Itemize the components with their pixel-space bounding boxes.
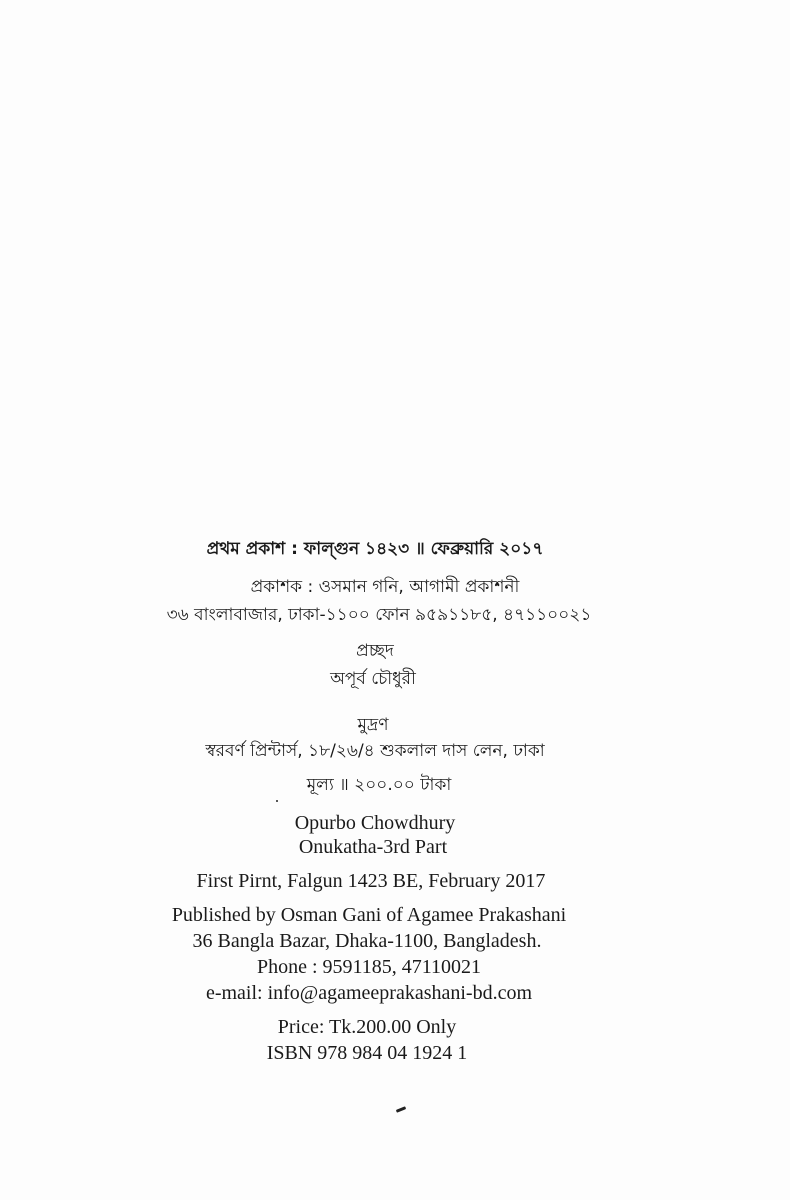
- email-line: e-mail: info@agameeprakashani-bd.com: [205, 982, 533, 1004]
- cover-heading: প্রচ্ছদ: [356, 641, 394, 661]
- price-bengali-line: মূল্য ॥ ২০০.০০ টাকা: [306, 775, 452, 795]
- cover-artist: অপূর্ব চৌধুরী: [330, 669, 416, 689]
- ink-speck: [276, 800, 278, 802]
- address-english-line: 36 Bangla Bazar, Dhaka-1100, Bangladesh.: [192, 930, 542, 952]
- price-english-line: Price: Tk.200.00 Only: [277, 1016, 457, 1038]
- printer-line: স্বরবর্ণ প্রিন্টার্স, ১৮/২৬/৪ শুকলাল দাস লেন, ঢাকা: [205, 741, 545, 761]
- author-name: Opurbo Chowdhury: [294, 812, 456, 834]
- isbn-line: ISBN 978 984 04 1924 1: [266, 1042, 468, 1064]
- address-bengali-line: ৩৬ বাংলাবাজার, ঢাকা-১১০০ ফোন ৯৫৯১১৮৫, ৪৭১১০০২১: [166, 605, 592, 625]
- phone-line: Phone : 9591185, 47110021: [256, 956, 482, 978]
- published-by-line: Published by Osman Gani of Agamee Prakashani: [171, 904, 567, 926]
- printing-heading: মুদ্রণ: [357, 715, 389, 735]
- first-print-line: First Pirnt, Falgun 1423 BE, February 2017: [196, 870, 546, 892]
- publisher-line: প্রকাশক : ওসমান গনি, আগামী প্রকাশনী: [250, 577, 520, 597]
- book-title: Onukatha-3rd Part: [298, 836, 448, 858]
- ink-mark: [396, 1106, 406, 1113]
- first-edition-line: প্রথম প্রকাশ : ফাল্গুন ১৪২৩ ॥ ফেব্রুয়ারি ২০১৭: [206, 539, 544, 559]
